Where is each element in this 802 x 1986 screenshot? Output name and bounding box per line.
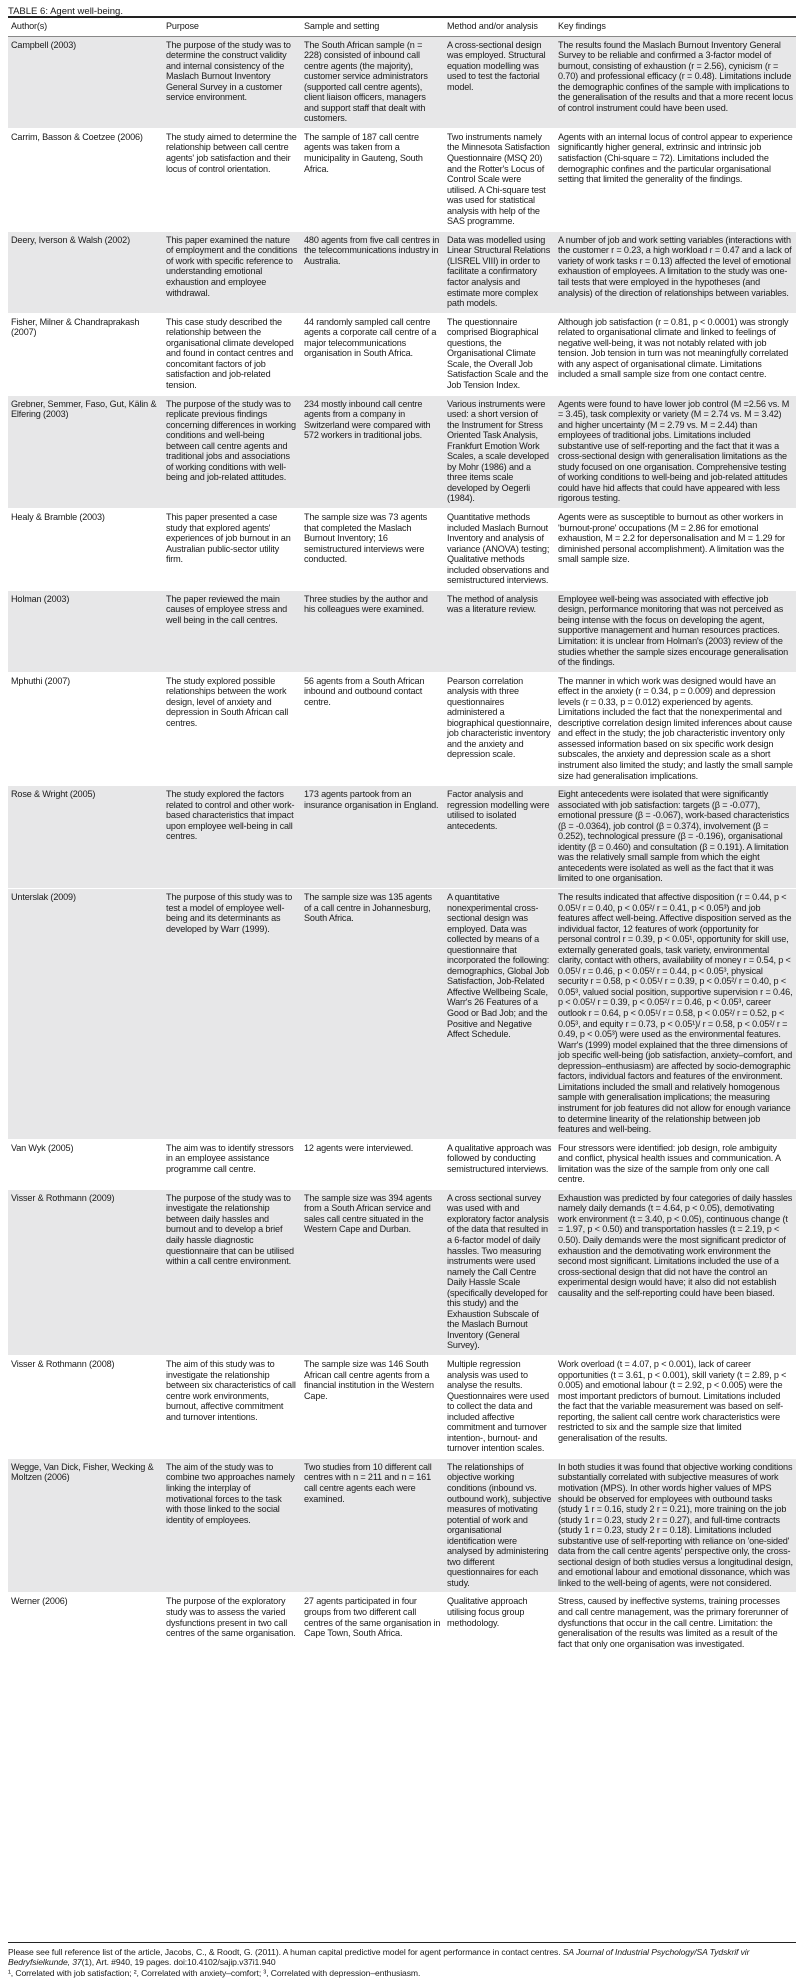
- sample-cell: The sample size was 394 agents from a South African service and sales call centre situated in the Western Cape and Durban.: [301, 1189, 444, 1355]
- table-row: [8, 1458, 796, 1593]
- findings-cell: The results found the Maslach Burnout Inventory General Survey to be reliable and confirmed a 3-factor model of burnout, consisting of exhaustion (r = 2.56), cynicism (r = 0.70) and professional efficacy (r = 0.48). Limitations include the demographic confines of the sample with implications to the generalisation of the results and that a more recent locus of control instrument could have been used.: [555, 36, 796, 128]
- method-cell: The method of analysis was a literature review.: [444, 590, 555, 672]
- author-cell: Visser & Rothmann (2008): [8, 1355, 163, 1458]
- author-cell: Fisher, Milner & Chandraprakash (2007): [8, 313, 163, 395]
- sample-cell: 234 mostly inbound call centre agents from a company in Switzerland were compared with 572 workers in traditional jobs.: [301, 395, 444, 508]
- table-row: [8, 36, 796, 128]
- purpose-cell: The paper reviewed the main causes of employee stress and well being in the call centres.: [163, 590, 301, 672]
- reference-journal: SA Journal of Industrial Psychology/SA Tydskrif vir Bedryfsielkunde, 37: [8, 1947, 750, 1968]
- findings-cell: The results indicated that affective disposition (r = 0.44, p < 0.05¹/ r = 0.40, p < 0.05²/ r = 0.41, p < 0.05³) and job features affect well-being. Affective disposition served as the individual factor, 12 features of work (opportunity for personal control r = 0.39, p < 0.05¹, opportunity for skill use, externally generated goals, task variety, environmental clarity, contact with others, availability of money r = 0.54, p < 0.05¹/ r = 0.46, p < 0.05²/ r = 0.44, p < 0.05³, physical security r = 0.58, p < 0.05¹/ r = 0.39, p < 0.05²/ r = 0.40, p < 0.05³, valued social position, supportive supervision r = 0.46, p < 0.05¹/ r = 0.39, p < 0.05²/ r = 0.46, p < 0.05³, career outlook r = 0.64, p < 0.05¹/ r = 0.58, p < 0.05²/ r = 0.52, p < 0.05³, and equity r = 0.73, p < 0.05¹)/ r = 0.58, p < 0.05²/ r = 0.49, p < 0.05³) were used as the environmental features. Warr's (1999) model explained that the three dimensions of job specific well-being (job satisfaction, anxiety–comfort, and depression–enthusiasm) are affected by socio-demographic factors, individual factors and features of the environment. Limitations included the small and relatively homogenous sample with generalisation implications; the measuring instrument for job features did not allow for enough variance to determine linearity of the relationship between job features and well-being.: [555, 889, 796, 1140]
- author-cell: Holman (2003): [8, 590, 163, 672]
- agent-well-being-table: [8, 16, 796, 1653]
- purpose-cell: The aim was to identify stressors in an employee assistance programme call centre.: [163, 1139, 301, 1189]
- table-row: [8, 672, 796, 785]
- purpose-cell: The purpose of the study was to replicate previous findings concerning differences in working conditions and well-being between call centre agents and traditional jobs and associations of working conditions with well-being and job-related attitudes.: [163, 395, 301, 508]
- sample-cell: The sample of 187 call centre agents was taken from a municipality in Gauteng, South Africa.: [301, 128, 444, 231]
- table-row: [8, 508, 796, 590]
- sample-cell: 27 agents participated in four groups from two different call centres of the same organisation in Cape Town, South Africa.: [301, 1593, 444, 1653]
- findings-cell: The manner in which work was designed would have an effect in the anxiety (r = 0.34, p = 0.009) and depression levels (r = 0.33, p = 0.012) experienced by agents. Limitations included the fact that the nonexperimental and descriptive correlation design limited inferences about cause and effect in the study; the job characteristic inventory only assessed information based on six specific work design subscales, the anxiety and depression scale as a short instrument also limited the study; and lastly the small sample size had generalisation implications.: [555, 672, 796, 785]
- reference-note: [8, 1947, 796, 1968]
- method-cell: The relationships of objective working conditions (inbound vs. outbound work), subjective measures of motivating potential of work and organisational identification were analysed by administering two different questionnaires for each study.: [444, 1458, 555, 1593]
- table-row: [8, 1593, 796, 1653]
- findings-cell: In both studies it was found that objective working conditions substantially correlated with subjective measures of work motivation (MPS). In other words higher values of MPS should be observed for employees with outbound tasks (study 1 r = 0.16, study 2 r = 0.21), more training on the job (study 1 r = 0.23, study 2 r = 0.27), and full-time contracts (study 1 r = 0.23, study 2 r = 0.18). Limitations included substantive use of self-reporting with reliance on 'one-sided' data from the call centre agents' perspective only, the cross-sectional design of both studies versus a longitudinal design, and emotional labour and emotional dissonance, which was linked to the well-being of agents, were not considered.: [555, 1458, 796, 1593]
- method-cell: Two instruments namely the Minnesota Satisfaction Questionnaire (MSQ 20) and the Rotter's Locus of Control Scale were utilised. A Chi-square test was used for statistical analysis with help of the SAS programme.: [444, 128, 555, 231]
- findings-cell: Employee well-being was associated with effective job design, performance monitoring that was not perceived as being intense with the focus on developing the agent, supportive management and human resources practices. Limitation: it is unclear from Holman's (2003) review of the studies whether the sample sizes encourage generalisation of the findings.: [555, 590, 796, 672]
- purpose-cell: This paper examined the nature of employment and the conditions of work with specific reference to understanding emotional exhaustion and employee withdrawal.: [163, 231, 301, 313]
- method-cell: Multiple regression analysis was used to analyse the results. Questionnaires were used to collect the data and included affective commitment and turnover intention-, burnout- and turnover intention scales.: [444, 1355, 555, 1458]
- author-cell: Deery, Iverson & Walsh (2002): [8, 231, 163, 313]
- findings-cell: A number of job and work setting variables (interactions with the customer r = 0.23, a high workload r = 0.47 and a lack of variety of work tasks r = 0.13) affected the level of emotional exhaustion of employees. A limitation to the study was one-tail tests that were employed in the hypotheses (and analysis) of the direction of relationships between variables.: [555, 231, 796, 313]
- table-row: [8, 1355, 796, 1458]
- purpose-cell: The purpose of the exploratory study was to assess the varied dysfunctions present in two call centres of the same organisation.: [163, 1593, 301, 1653]
- author-cell: Werner (2006): [8, 1593, 163, 1653]
- sample-cell: The sample size was 135 agents of a call centre in Johannesburg, South Africa.: [301, 889, 444, 1140]
- method-cell: Factor analysis and regression modelling were utilised to isolated antecedents.: [444, 786, 555, 889]
- author-cell: Rose & Wright (2005): [8, 786, 163, 889]
- author-cell: Healy & Bramble (2003): [8, 508, 163, 590]
- method-cell: The questionnaire comprised Biographical questions, the Organisational Climate Scale, the Overall Job Satisfaction Scale and the Job Tension Index.: [444, 313, 555, 395]
- sample-cell: Two studies from 10 different call centres with n = 211 and n = 161 call centre agents each were examined.: [301, 1458, 444, 1593]
- column-header-sample: Sample and setting: [301, 17, 444, 36]
- sample-cell: Three studies by the author and his colleagues were examined.: [301, 590, 444, 672]
- method-cell: A quantitative nonexperimental cross-sectional design was employed. Data was collected by means of a questionnaire that incorporated the following: demographics, Global Job Satisfaction, Job-Related Affective Wellbeing Scale, Warr's 26 Features of a Good or Bad Job; and the Positive and Negative Affect Schedule.: [444, 889, 555, 1140]
- purpose-cell: The study aimed to determine the relationship between call centre agents' job satisfaction and their locus of control orientation.: [163, 128, 301, 231]
- table-caption: : Agent well-being.: [45, 6, 123, 17]
- method-cell: Various instruments were used: a short version of the Instrument for Stress Oriented Task Analysis, Frankfurt Emotion Work Scales, a scale developed by Mohr (1986) and a three items scale developed by Oegerli (1984).: [444, 395, 555, 508]
- sample-cell: The sample size was 73 agents that completed the Maslach Burnout Inventory; 16 semistructured interviews were conducted.: [301, 508, 444, 590]
- author-cell: Visser & Rothmann (2009): [8, 1189, 163, 1355]
- method-cell: A cross sectional survey was used with and exploratory factor analysis of the data that resulted in a 6-factor model of daily hassles. Two measuring instruments were used namely the Call Centre Daily Hassle Scale (specifically developed for this study) and the Exhaustion Subscale of the Maslach Burnout Inventory (General Survey).: [444, 1189, 555, 1355]
- sample-cell: 12 agents were interviewed.: [301, 1139, 444, 1189]
- column-header-purpose: Purpose: [163, 17, 301, 36]
- table-row: [8, 889, 796, 1140]
- purpose-cell: The purpose of the study was to investigate the relationship between daily hassles and burnout and to develop a brief daily hassle diagnostic questionnaire that can be utilised within a call centre environment.: [163, 1189, 301, 1355]
- table-header-row: [8, 17, 796, 36]
- method-cell: Pearson correlation analysis with three questionnaires administered a biographical questionnaire, job characteristic inventory and the anxiety and depression scale.: [444, 672, 555, 785]
- findings-cell: Agents with an internal locus of control appear to experience significantly higher general, extrinsic and intrinsic job satisfaction (Chi-square = 72). Limitations included the demographic confines and the particular organisational setting that limited the generality of the findings.: [555, 128, 796, 231]
- author-cell: Mphuthi (2007): [8, 672, 163, 785]
- sample-cell: The South African sample (n = 228) consisted of inbound call centre agents (the majority), customer service administrators (supported call centre agents), client liaison officers, managers and support staff that dealt with customers.: [301, 36, 444, 128]
- column-header-method: Method and/or analysis: [444, 17, 555, 36]
- column-header-authors: Author(s): [8, 17, 163, 36]
- author-cell: Van Wyk (2005): [8, 1139, 163, 1189]
- purpose-cell: The purpose of the study was to determine the construct validity and internal consistency of the Maslach Burnout Inventory General Survey in a customer service environment.: [163, 36, 301, 128]
- method-cell: Data was modelled using Linear Structural Relations (LISREL VIII) in order to facilitate a confirmatory factor analysis and estimate more complex path models.: [444, 231, 555, 313]
- findings-cell: Agents were found to have lower job control (M =2.56 vs. M = 3.45), task complexity or variety (M = 2.74 vs. M = 3.42) and higher uncertainty (M = 2.79 vs. M = 2.44) than employees of traditional jobs. Limitations included substantive use of self-reporting and the fact that it was a cross-sectional design with generalisation limitations as the study focused on one organisation. Comprehensive testing of working conditions to well-being and job-related attitudes could have hid affects that could have appeared with less rigorous testing.: [555, 395, 796, 508]
- table-row: [8, 313, 796, 395]
- purpose-cell: This case study described the relationship between the organisational climate developed and found in contact centres and concomitant factors of job satisfaction and job-related tension.: [163, 313, 301, 395]
- purpose-cell: This paper presented a case study that explored agents' experiences of job burnout in an Australian public-sector utility firm.: [163, 508, 301, 590]
- findings-cell: Four stressors were identified: job design, role ambiguity and conflict, physical health issues and communication. A limitation was the size of the sample from only one call centre.: [555, 1139, 796, 1189]
- sample-cell: 480 agents from five call centres in the telecommunications industry in Australia.: [301, 231, 444, 313]
- correlation-notes: ¹, Correlated with job satisfaction; ², Correlated with anxiety–comfort; ³, Correlated with depression–enthusiasm.: [8, 1967, 421, 1978]
- purpose-cell: The study explored possible relationships between the work design, level of anxiety and depression in South African call centres.: [163, 672, 301, 785]
- table-row: [8, 1189, 796, 1355]
- table-label: TABLE 6: [8, 6, 46, 17]
- findings-cell: Although job satisfaction (r = 0.81, p < 0.0001) was strongly related to organisational climate and linked to feelings of negative well-being, it was not notably related with job tension. Job tension in turn was not meaningfully correlated with any aspect of organisational climate. Limitations included a small sample size from one contact centre.: [555, 313, 796, 395]
- method-cell: A qualitative approach was followed by conducting semistructured interviews.: [444, 1139, 555, 1189]
- sample-cell: 173 agents partook from an insurance organisation in England.: [301, 786, 444, 889]
- table-row: [8, 231, 796, 313]
- author-cell: Grebner, Semmer, Faso, Gut, Kälin & Elfering (2003): [8, 395, 163, 508]
- findings-cell: Stress, caused by ineffective systems, training processes and call centre management, was the primary forerunner of dysfunctions that occur in the call centre. Limitation: the generalisation of the results was limited as a result of the fact that only one organisation was investigated.: [555, 1593, 796, 1653]
- reference-doi: (1), Art. #940, 19 pages. doi:10.4102/sajip.v37i1.940: [81, 1957, 276, 1968]
- findings-cell: Work overload (t = 4.07, p < 0.001), lack of career opportunities (t = 3.61, p < 0.001), skill variety (t = 2.89, p < 0.005) and emotional labour (t = 2.92, p < 0.005) were the most important predictors of burnout. Limitations included the fact that the variable measurement was based on self-reporting, the salient call centre work characteristics were restricted to six and the sample size that limited generalisation of the results.: [555, 1355, 796, 1458]
- author-cell: Carrim, Basson & Coetzee (2006): [8, 128, 163, 231]
- table-row: [8, 786, 796, 889]
- purpose-cell: The aim of this study was to investigate the relationship between six characteristics of call centre work environments, burnout, affective commitment and turnover intentions.: [163, 1355, 301, 1458]
- sample-cell: 44 randomly sampled call centre agents a corporate call centre of a major telecommunications organisation in South Africa.: [301, 313, 444, 395]
- method-cell: Quantitative methods included Maslach Burnout Inventory and analysis of variance (ANOVA) testing; Qualitative methods included observations and semistructured interviews.: [444, 508, 555, 590]
- table-row: [8, 1139, 796, 1189]
- author-cell: Unterslak (2009): [8, 889, 163, 1140]
- column-header-findings: Key findings: [555, 17, 796, 36]
- table-row: [8, 590, 796, 672]
- purpose-cell: The aim of the study was to combine two approaches namely linking the interplay of motivational forces to the task with those linked to the social identity of employees.: [163, 1458, 301, 1593]
- findings-cell: Agents were as susceptible to burnout as other workers in 'burnout-prone' occupations (M = 2.86 for emotional exhaustion, M = 2.2 for depersonalisation and M = 1.29 for diminished personal accomplishment). A limitation was the small sample size.: [555, 508, 796, 590]
- table-footnote: [8, 1942, 796, 1978]
- reference-text: Please see full reference list of the article, Jacobs, C., & Roodt, G. (2011). A human capital predictive model for agent performance in contact centres.: [8, 1947, 563, 1957]
- method-cell: Qualitative approach utilising focus group methodology.: [444, 1593, 555, 1653]
- author-cell: Wegge, Van Dick, Fisher, Wecking & Moltzen (2006): [8, 1458, 163, 1593]
- purpose-cell: The study explored the factors related to control and other work-based characteristics that impact upon employee well-being in call centres.: [163, 786, 301, 889]
- purpose-cell: The purpose of this study was to test a model of employee well-being and its determinants as developed by Warr (1999).: [163, 889, 301, 1140]
- table-row: [8, 395, 796, 508]
- author-cell: Campbell (2003): [8, 36, 163, 128]
- method-cell: A cross-sectional design was employed. Structural equation modelling was used to test the factorial model.: [444, 36, 555, 128]
- findings-cell: Exhaustion was predicted by four categories of daily hassles namely daily demands (t = 4.64, p < 0.05), demotivating work environment (t = 3.40, p < 0.05), continuous change (t = 1.97, p < 0.50) and transportation hassles (t = 2.19, p < 0.50). Daily demands were the most significant predictor of exhaustion and the demotivating work environment the second most significant. Limitations included the use of a cross-sectional design that did not have the control an experimental design would have; it also did not establish causality and the self-reporting could have been biased.: [555, 1189, 796, 1355]
- sample-cell: The sample size was 146 South African call centre agents from a financial institution in the Western Cape.: [301, 1355, 444, 1458]
- findings-cell: Eight antecedents were isolated that were significantly associated with job satisfaction: targets (β = -0.077), emotional pressure (β = -0.067), work-based characteristics (β = -0.0364), job control (β = 0.374), involvement (β = 0.252), technological pressure (β = -0.196), organisational identity (β = 0.460) and consultation (β = 0.191). A limitation was the relatively small sample from which the eight antecedents were isolated as well as the fact that it was limited to one organisation.: [555, 786, 796, 889]
- sample-cell: 56 agents from a South African inbound and outbound contact centre.: [301, 672, 444, 785]
- table-row: [8, 128, 796, 231]
